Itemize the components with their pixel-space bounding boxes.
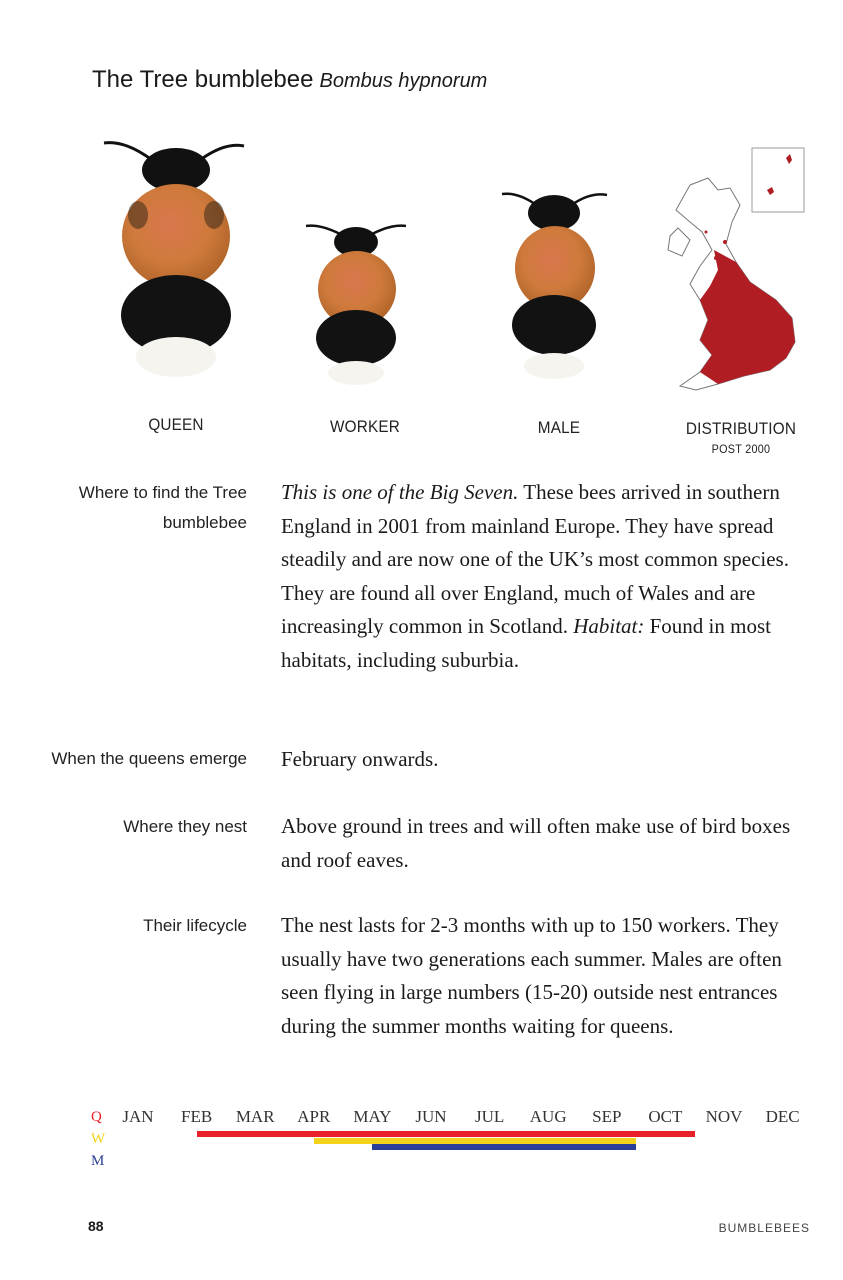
- lifecycle-text: The nest lasts for 2-3 months with up to 150 workers. They usually have two generations each summer. Males are often seen flying in large numbers (15-20) outside nest entrances during the summer months waiting for queens.: [281, 913, 782, 1038]
- flight-bar-m: [372, 1144, 636, 1150]
- month-label-jun: JUN: [415, 1107, 447, 1126]
- distribution-map: [668, 148, 804, 390]
- common-name: The Tree bumblebee: [92, 66, 314, 93]
- month-label-oct: OCT: [648, 1107, 683, 1126]
- legend-worker: W: [91, 1131, 106, 1147]
- month-label-aug: AUG: [529, 1107, 567, 1126]
- emerge-text: February onwards.: [281, 747, 439, 771]
- habitat-text: Found in most habitats, including suburbia.: [281, 614, 771, 672]
- month-label-dec: DEC: [765, 1107, 800, 1126]
- page-number: 88: [88, 1218, 104, 1234]
- where-find-label: Where to find the Tree bumblebee: [78, 483, 247, 532]
- queen-caption: QUEEN: [148, 415, 204, 434]
- month-label-feb: FEB: [181, 1107, 213, 1126]
- worker-bee-illustration: [306, 226, 406, 385]
- distribution-subcaption: POST 2000: [711, 442, 771, 456]
- legend-queen: Q: [91, 1109, 102, 1125]
- where-find-body: These bees arrived in southern England in 2001 from mainland Europe. They have spread steadily and are now one of the UK’s most common species. They are found all over England, much of Wales and are increasingly common in Scotland.: [281, 480, 789, 638]
- month-label-mar: MAR: [235, 1107, 275, 1126]
- worker-caption: WORKER: [330, 417, 400, 436]
- emerge-label: When the queens emerge: [51, 749, 247, 768]
- queen-bee-illustration: [104, 143, 244, 377]
- big-seven-note: This is one of the Big Seven.: [281, 480, 519, 504]
- month-label-may: MAY: [353, 1107, 392, 1126]
- where-find-text: [281, 476, 821, 677]
- scientific-name: Bombus hypnorum: [319, 70, 488, 92]
- male-caption: MALE: [537, 418, 581, 437]
- month-label-jan: JAN: [122, 1107, 154, 1126]
- nest-label: Where they nest: [123, 817, 247, 836]
- month-label-nov: NOV: [705, 1107, 743, 1126]
- habitat-label: Habitat:: [573, 614, 645, 638]
- month-label-apr: APR: [297, 1107, 331, 1126]
- lifecycle-label: Their lifecycle: [143, 916, 247, 935]
- running-footer: BUMBLEBEES: [718, 1221, 810, 1235]
- distribution-caption: DISTRIBUTION: [685, 419, 797, 438]
- male-bee-illustration: [502, 194, 607, 379]
- month-label-jul: JUL: [474, 1107, 505, 1126]
- legend-male: M: [91, 1153, 105, 1169]
- illustrations: [0, 0, 843, 470]
- month-label-sep: SEP: [592, 1107, 622, 1126]
- nest-text: Above ground in trees and will often make use of bird boxes and roof eaves.: [281, 814, 791, 872]
- flight-bar-q: [197, 1131, 695, 1137]
